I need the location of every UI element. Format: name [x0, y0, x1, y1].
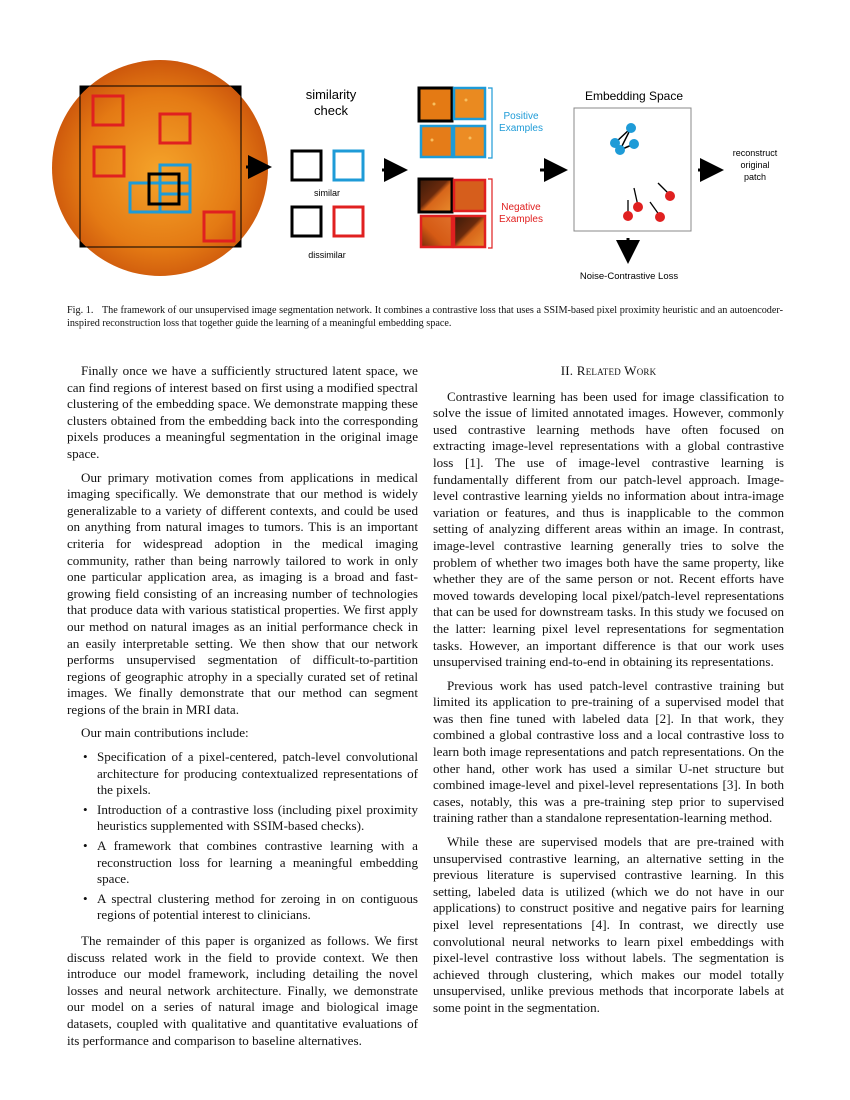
- section-heading: [433, 363, 784, 380]
- paragraph: While these are supervised models that are pre-trained with unsupervised contrastive learning, an alternative setting in the previous literature is supervised contrastive learning. In this setting, labeled data is utilized (which we do not have in our applications) to construct positive and negative pairs for learning pixel level representations [4]. In contrast, we directly use convolutional neural networks to learn pixel embeddings with pixel-level contrastive loss without labels. The segmentation is achieved through clustering, which makes our model totally unsupervised, unlike previous methods that incorporate labels at some point in the segmentation.: [433, 834, 784, 1015]
- positive-bracket: [488, 88, 492, 158]
- negative-bracket: [488, 179, 492, 248]
- paragraph: Contrastive learning has been used for image classification to solve the issue of limited annotated images. However, commonly used contrastive learning methods have often focused on extracting image-level representations with a global contrastive loss [1]. The use of image-level contrastive learning is fundamentally different from our patch-level approach. Image-level contrastive learning yields no information about intra-image variation or features, and thus is inapplicable to the common setting of analyzing different areas within an image. In contrast, image-level contrastive learning generally tries to solve the problem of whether two images both have the same property, like whether they are of the same person or not. Recent efforts have moved towards developing local pixel/patch-level representations that can be used for downstream tasks. In this study we focused on the latter: learning pixel level representations for segmentation tasks. However, an important difference is that our work uses unsupervised training end-to-end in obtaining its representations.: [433, 388, 784, 670]
- section-number: II.: [560, 363, 574, 378]
- list-item: • A spectral clustering method for zeroing in on contiguous regions of potential interest to clinicians.: [97, 891, 418, 924]
- negative-examples-label-2: Examples: [499, 214, 543, 225]
- left-column: [67, 363, 418, 1056]
- list-item: • A framework that combines contrastive learning with a reconstruction loss for learning a meaningful embedding space.: [97, 838, 418, 888]
- dissimilar-negative-patch: [334, 207, 363, 236]
- list-item: • Specification of a pixel-centered, patch-level convolutional architecture for producing contextualized representations of the pixels.: [97, 749, 418, 799]
- section-title: Related Work: [576, 363, 657, 378]
- paragraph: Finally once we have a sufficiently structured latent space, we can find regions of interest based on first using a modified spectral clustering of the embedding space. We demonstrate mapping these clusters obtained from the embedding back into the corresponding pixels produces a meaningful segmentation in the original image space.: [67, 363, 418, 461]
- negative-examples-label: Negative: [501, 202, 541, 213]
- embedding-space-title: Embedding Space: [584, 89, 684, 103]
- reconstruct-label-2: original: [740, 160, 770, 170]
- paragraph: Our main contributions include:: [81, 725, 249, 741]
- noise-contrastive-loss-label: Noise-Contrastive Loss: [579, 271, 679, 282]
- similar-positive-patch: [334, 151, 363, 180]
- contributions-list: [67, 749, 418, 924]
- similar-label: similar: [314, 188, 340, 198]
- figure-label: Fig. 1.: [67, 305, 94, 316]
- figure-1: [0, 0, 850, 300]
- similar-anchor-patch: [292, 151, 321, 180]
- paragraph: Previous work has used patch-level contrastive training but limited its application to pre-training of a supervised model that was then fine tuned with labeled data [2]. In that work, they combined a global contrastive loss and a local contrastive loss to learn both image representations and patch representations. On the other hand, other work has used a similar U-net structure but combined image-level and pixel-level representations [3]. In both cases, notably, this was a pre-training step prior to supervised training rather than a standalone representation-learning method.: [433, 677, 784, 826]
- right-column: [433, 363, 784, 1024]
- reconstruct-label-3: patch: [743, 172, 767, 182]
- paragraph: Our primary motivation comes from applications in medical imaging specifically. We demonstrate that our method is widely generalizable to a variety of different contexts, and could be used on anything from natural images to tumors. This is an important criteria for widespread adoption in the medical imaging community, rather than being narrowly tailored to work in only one particular application area, as imaging is a broad and fast-growing field consisting of an increasing number of technologies that produce data with various statistical properties. We first apply our method on natural images as an initial performance check in an easily interpretable setting. We then show that our network performs unsupervised segmentation of difficult-to-partition regions of geographic atrophy in a specially curated set of retinal images. We finally demonstrate that our method can segment regions of the brain in MRI data.: [67, 469, 418, 717]
- similarity-check-label: similarity: [305, 87, 357, 102]
- dissimilar-label: dissimilar: [308, 250, 346, 260]
- positive-examples-label-2: Examples: [499, 123, 543, 134]
- reconstruct-label: reconstruct: [732, 148, 778, 158]
- retina-image: [52, 60, 268, 276]
- figure-caption: [67, 304, 783, 330]
- list-item: • Introduction of a contrastive loss (including pixel proximity heuristics supplemented with SSIM-based checks).: [97, 802, 418, 835]
- positive-examples-grid: [419, 88, 485, 157]
- negative-examples-grid: [419, 179, 485, 247]
- similarity-check-label-2: check: [314, 103, 348, 118]
- positive-examples-label: Positive: [503, 111, 539, 122]
- paragraph: The remainder of this paper is organized as follows. We first discuss related work in the field to provide context. We then introduce our model framework, including detailing the novel losses and neural network architecture. Finally, we demonstrate our model on a series of natural image and biological image datasets, coupled with qualitative and quantitative evaluations of its performance and comparison to baseline alternatives.: [67, 933, 418, 1048]
- dissimilar-anchor-patch: [292, 207, 321, 236]
- caption-text: The framework of our unsupervised image segmentation network. It combines a contrastive loss that uses a SSIM-based pixel proximity heuristic and an autoencoder-inspired reconstruction loss that together guide the learning of a meaningful embedding space.: [67, 305, 783, 329]
